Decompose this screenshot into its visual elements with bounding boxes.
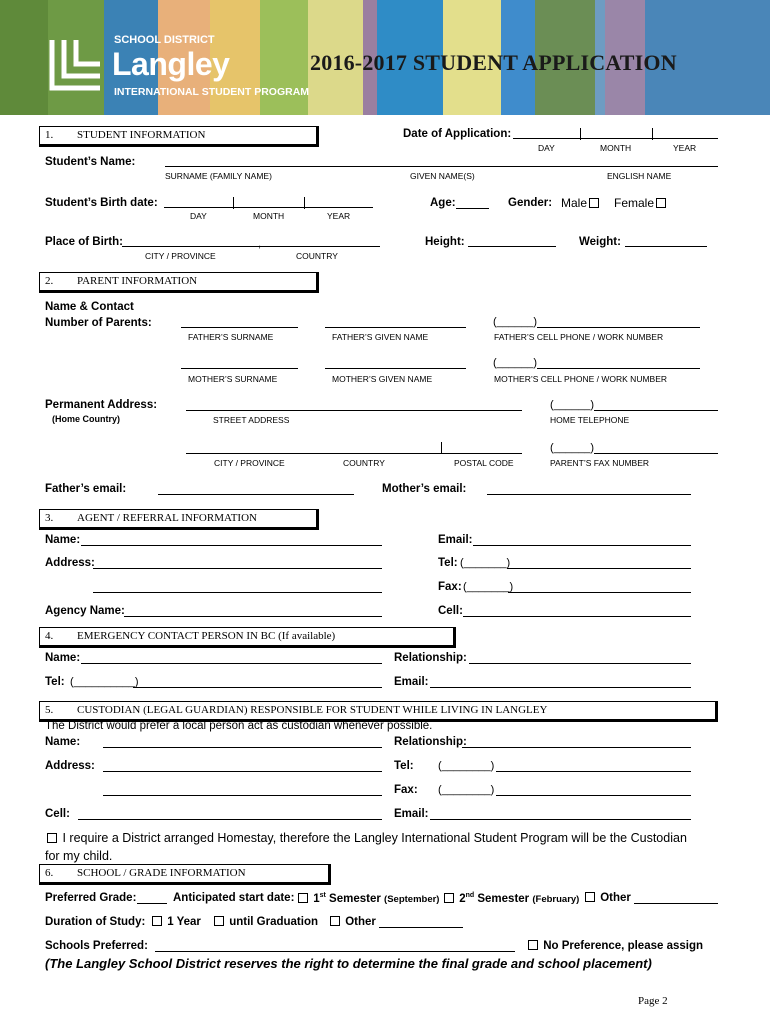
sem2-month: (February) bbox=[532, 893, 580, 905]
section-title: CUSTODIAN (LEGAL GUARDIAN) RESPONSIBLE FOR STUDENT WHILE LIVING IN LANGLEY bbox=[77, 704, 548, 716]
checkbox-icon[interactable] bbox=[528, 940, 538, 950]
student-name-label: Student’s Name: bbox=[45, 156, 136, 168]
custodian-email-field[interactable] bbox=[430, 819, 691, 820]
age-field[interactable] bbox=[456, 208, 489, 209]
comma-separator: , bbox=[258, 238, 262, 250]
custodian-tel-area-code[interactable]: (________) bbox=[438, 760, 495, 772]
emergency-area-code[interactable]: (__________) bbox=[70, 676, 139, 688]
country-caption: COUNTRY bbox=[296, 251, 338, 261]
duration-label: Duration of Study: bbox=[45, 916, 146, 928]
custodian-name-field[interactable] bbox=[103, 747, 382, 748]
banner-stripe bbox=[697, 0, 770, 115]
custodian-address-field-2[interactable] bbox=[103, 795, 382, 796]
custodian-address-field[interactable] bbox=[103, 771, 382, 772]
agent-email-label: Email: bbox=[438, 534, 473, 546]
given-name-caption: GIVEN NAME(S) bbox=[410, 171, 475, 181]
checkbox-icon[interactable] bbox=[589, 198, 599, 208]
preferred-grade-label: Preferred Grade: bbox=[45, 892, 137, 904]
section-3-header bbox=[39, 509, 319, 530]
schools-preferred-label: Schools Preferred: bbox=[45, 940, 148, 952]
custodian-name-label: Name: bbox=[45, 736, 81, 748]
female-label: Female bbox=[614, 196, 655, 210]
mother-surname-field[interactable] bbox=[181, 368, 298, 369]
date-of-application-label: Date of Application: bbox=[403, 128, 512, 140]
mother-given-field[interactable] bbox=[325, 368, 466, 369]
start-date-label: Anticipated start date: bbox=[173, 892, 295, 904]
sem1-label: Semester bbox=[325, 892, 385, 905]
mother-given-caption: MOTHER’S GIVEN NAME bbox=[332, 374, 433, 384]
father-surname-field[interactable] bbox=[181, 327, 298, 328]
father-email-field[interactable] bbox=[158, 494, 354, 495]
custodian-tel-field[interactable] bbox=[496, 771, 691, 772]
section-4-header bbox=[39, 627, 456, 648]
custodian-address-label: Address: bbox=[45, 760, 95, 772]
father-surname-caption: FATHER’S SURNAME bbox=[188, 332, 274, 342]
checkbox-icon[interactable] bbox=[152, 916, 162, 926]
year-caption: YEAR bbox=[673, 143, 697, 153]
gender-label: Gender: bbox=[508, 197, 553, 209]
emergency-tel-label: Tel: bbox=[45, 676, 65, 688]
year-caption: YEAR bbox=[327, 211, 351, 221]
section-number: 5. bbox=[45, 704, 54, 716]
semester-1-option[interactable] bbox=[296, 892, 439, 905]
section-5-header bbox=[39, 701, 718, 722]
height-label: Height: bbox=[425, 236, 465, 248]
district-logo bbox=[46, 30, 310, 105]
birth-date-field[interactable] bbox=[164, 207, 373, 208]
section-6-header bbox=[39, 864, 331, 885]
custodian-cell-label: Cell: bbox=[45, 808, 70, 820]
custodian-tel-label: Tel: bbox=[394, 760, 414, 772]
agency-name-field[interactable] bbox=[124, 616, 382, 617]
emergency-name-label: Name: bbox=[45, 652, 81, 664]
fax-area-code[interactable]: (______) bbox=[550, 442, 595, 454]
name-contact-label: Name & Contact bbox=[45, 301, 134, 313]
mother-email-label: Mother’s email: bbox=[382, 483, 467, 495]
mother-phone-field[interactable] bbox=[537, 368, 700, 369]
preferred-grade-field[interactable] bbox=[137, 903, 167, 904]
agent-address-field[interactable] bbox=[93, 568, 382, 569]
age-label: Age: bbox=[430, 197, 456, 209]
mother-surname-caption: MOTHER’S SURNAME bbox=[188, 374, 278, 384]
homestay-text: I require a District arranged Homestay, therefore the Langley International Student Program will be the Custodian bbox=[62, 831, 687, 845]
custodian-fax-area-code[interactable]: (________) bbox=[438, 784, 495, 796]
homestay-text-continued: for my child. bbox=[45, 849, 113, 863]
divider bbox=[652, 128, 653, 140]
sem2-label: Semester bbox=[474, 892, 533, 905]
month-caption: MONTH bbox=[600, 143, 632, 153]
section-title: EMERGENCY CONTACT PERSON IN BC (If available) bbox=[77, 630, 336, 642]
fax-number-field[interactable] bbox=[594, 453, 718, 454]
emergency-relationship-label: Relationship: bbox=[394, 652, 467, 664]
mother-email-field[interactable] bbox=[487, 494, 691, 495]
semester-2-option[interactable] bbox=[442, 892, 579, 905]
no-preference-option[interactable] bbox=[526, 940, 703, 952]
section-number: 6. bbox=[45, 867, 54, 879]
height-field[interactable] bbox=[468, 246, 556, 247]
logo-main-text: Langley bbox=[112, 46, 230, 82]
home-telephone-field[interactable] bbox=[594, 410, 718, 411]
home-area-code[interactable]: (______) bbox=[550, 399, 595, 411]
divider bbox=[580, 128, 581, 140]
agent-tel-label: Tel: bbox=[438, 557, 458, 569]
male-option[interactable] bbox=[561, 196, 601, 210]
checkbox-icon[interactable] bbox=[585, 892, 595, 902]
agent-name-label: Name: bbox=[45, 534, 81, 546]
agent-cell-label: Cell: bbox=[438, 605, 463, 617]
emergency-email-label: Email: bbox=[394, 676, 429, 688]
sem2-number: 2 bbox=[459, 892, 466, 905]
place-of-birth-field[interactable] bbox=[122, 246, 380, 247]
section-title: PARENT INFORMATION bbox=[77, 275, 198, 287]
weight-label: Weight: bbox=[579, 236, 621, 248]
agent-tel-area-code[interactable]: (_______) bbox=[460, 557, 511, 569]
banner-stripe bbox=[0, 0, 48, 115]
number-of-parents-label: Number of Parents: bbox=[45, 317, 152, 329]
homestay-option[interactable] bbox=[45, 831, 687, 845]
father-phone-caption: FATHER’S CELL PHONE / WORK NUMBER bbox=[494, 332, 664, 342]
custodian-relationship-field[interactable] bbox=[462, 747, 691, 748]
month-caption: MONTH bbox=[253, 211, 285, 221]
checkbox-icon[interactable] bbox=[444, 893, 454, 903]
father-area-code[interactable]: (______) bbox=[493, 316, 538, 328]
custodian-email-label: Email: bbox=[394, 808, 429, 820]
agent-fax-label: Fax: bbox=[438, 581, 462, 593]
section-title: STUDENT INFORMATION bbox=[77, 129, 206, 141]
sem1-suffix: st bbox=[319, 892, 326, 899]
until-graduation-label: until Graduation bbox=[229, 916, 319, 928]
page-number: Page 2 bbox=[638, 995, 668, 1007]
custodian-fax-label: Fax: bbox=[394, 784, 418, 796]
sem1-month: (September) bbox=[384, 893, 440, 905]
fax-number-caption: PARENT’S FAX NUMBER bbox=[550, 458, 650, 468]
logo-mark-icon bbox=[46, 36, 106, 96]
emergency-name-field[interactable] bbox=[81, 663, 382, 664]
father-given-caption: FATHER’S GIVEN NAME bbox=[332, 332, 429, 342]
agent-tel-field[interactable] bbox=[507, 568, 691, 569]
emergency-email-field[interactable] bbox=[430, 687, 691, 688]
surname-caption: SURNAME (FAMILY NAME) bbox=[165, 171, 272, 181]
agent-address-field-2[interactable] bbox=[93, 592, 382, 593]
agent-name-field[interactable] bbox=[81, 545, 382, 546]
student-name-field[interactable] bbox=[165, 166, 718, 167]
sem2-suffix: nd bbox=[465, 892, 475, 899]
agent-email-field[interactable] bbox=[473, 545, 691, 546]
street-address-caption: STREET ADDRESS bbox=[213, 415, 290, 425]
female-option[interactable] bbox=[614, 196, 668, 210]
agent-cell-field[interactable] bbox=[463, 616, 691, 617]
english-name-caption: ENGLISH NAME bbox=[607, 171, 672, 181]
custodian-cell-field[interactable] bbox=[78, 819, 382, 820]
permanent-address-label: Permanent Address: bbox=[45, 399, 158, 411]
emergency-relationship-field[interactable] bbox=[469, 663, 691, 664]
section-number: 1. bbox=[45, 129, 54, 141]
home-country-label: (Home Country) bbox=[52, 414, 120, 424]
checkbox-icon[interactable] bbox=[298, 893, 308, 903]
postal-code-caption: POSTAL CODE bbox=[454, 458, 514, 468]
agent-fax-field[interactable] bbox=[508, 592, 691, 593]
city-province-caption: CITY / PROVINCE bbox=[214, 458, 285, 468]
day-caption: DAY bbox=[538, 143, 555, 153]
other-label: Other bbox=[600, 892, 631, 904]
custodian-note: The District would prefer a local person act as custodian whenever possible. bbox=[45, 720, 433, 732]
one-year-option[interactable] bbox=[150, 916, 201, 928]
checkbox-icon[interactable] bbox=[656, 198, 666, 208]
start-other-option[interactable] bbox=[583, 892, 631, 904]
section-number: 3. bbox=[45, 512, 54, 524]
mother-phone-caption: MOTHER’S CELL PHONE / WORK NUMBER bbox=[494, 374, 668, 384]
custodian-fax-field[interactable] bbox=[496, 795, 691, 796]
logo-top-text: SCHOOL DISTRICT bbox=[114, 34, 215, 46]
city-province-caption: CITY / PROVINCE bbox=[145, 251, 216, 261]
agent-address-label: Address: bbox=[45, 557, 95, 569]
logo-bottom-text: INTERNATIONAL STUDENT PROGRAM bbox=[114, 86, 310, 98]
section-1-header bbox=[39, 126, 319, 147]
checkbox-icon[interactable] bbox=[214, 916, 224, 926]
date-of-application-field[interactable] bbox=[513, 138, 718, 139]
divider bbox=[441, 442, 442, 454]
one-year-label: 1 Year bbox=[167, 916, 201, 928]
divider bbox=[233, 197, 234, 209]
until-graduation-option[interactable] bbox=[212, 916, 318, 928]
male-label: Male bbox=[561, 196, 588, 210]
agency-name-label: Agency Name: bbox=[45, 605, 125, 617]
section-2-header bbox=[39, 272, 319, 293]
place-of-birth-label: Place of Birth: bbox=[45, 236, 123, 248]
father-email-label: Father’s email: bbox=[45, 483, 127, 495]
mother-area-code[interactable]: (______) bbox=[493, 357, 538, 369]
placement-disclaimer: (The Langley School District reserves the right to determine the final grade and school placement) bbox=[45, 956, 652, 971]
checkbox-icon[interactable] bbox=[47, 833, 57, 843]
sem1-number: 1 bbox=[313, 892, 320, 905]
weight-field[interactable] bbox=[625, 246, 707, 247]
section-title: AGENT / REFERRAL INFORMATION bbox=[77, 512, 257, 524]
section-number: 2. bbox=[45, 275, 54, 287]
day-caption: DAY bbox=[190, 211, 207, 221]
father-given-field[interactable] bbox=[325, 327, 466, 328]
duration-other-option[interactable] bbox=[328, 916, 376, 928]
birth-date-label: Student’s Birth date: bbox=[45, 197, 158, 209]
no-preference-label: No Preference, please assign bbox=[543, 940, 704, 952]
section-number: 4. bbox=[45, 630, 54, 642]
other-label: Other bbox=[345, 916, 376, 928]
checkbox-icon[interactable] bbox=[330, 916, 340, 926]
agent-fax-area-code[interactable]: (_______) bbox=[463, 581, 514, 593]
schools-preferred-field[interactable] bbox=[155, 951, 515, 952]
home-telephone-caption: HOME TELEPHONE bbox=[550, 415, 630, 425]
section-title: SCHOOL / GRADE INFORMATION bbox=[77, 867, 246, 879]
city-country-postal-field[interactable] bbox=[186, 453, 522, 454]
start-other-field[interactable] bbox=[634, 903, 718, 904]
country-caption: COUNTRY bbox=[343, 458, 385, 468]
emergency-tel-field[interactable] bbox=[133, 687, 382, 688]
street-address-field[interactable] bbox=[186, 410, 522, 411]
duration-other-field[interactable] bbox=[379, 927, 463, 928]
father-phone-field[interactable] bbox=[537, 327, 700, 328]
divider bbox=[304, 197, 305, 209]
page-title: 2016-2017 STUDENT APPLICATION bbox=[310, 50, 677, 75]
custodian-relationship-label: Relationship: bbox=[394, 736, 467, 748]
